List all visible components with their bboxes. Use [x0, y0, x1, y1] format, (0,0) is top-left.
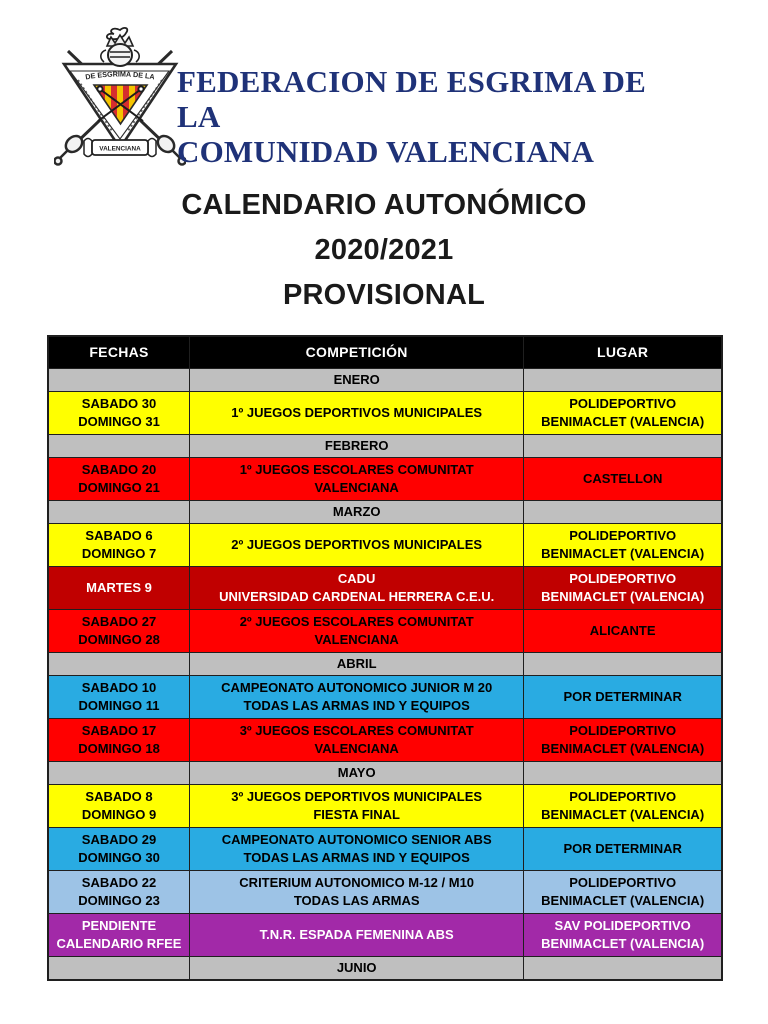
- column-header-lugar: LUGAR: [524, 336, 722, 369]
- logo-scroll-text: VALENCIANA: [99, 145, 141, 153]
- month-label: ENERO: [190, 369, 524, 392]
- month-label: MARZO: [190, 501, 524, 524]
- month-row: [48, 957, 722, 981]
- document-title: [0, 183, 768, 318]
- month-row: [48, 369, 722, 392]
- event-location: POR DETERMINAR: [524, 676, 722, 719]
- event-competition: 3º JUEGOS ESCOLARES COMUNITAT VALENCIANA: [190, 719, 524, 762]
- month-cell-empty: [524, 762, 722, 785]
- event-row: [48, 458, 722, 501]
- column-header-competicion: COMPETICIÓN: [190, 336, 524, 369]
- event-location: POLIDEPORTIVO BENIMACLET (VALENCIA): [524, 719, 722, 762]
- event-competition: CAMPEONATO AUTONOMICO SENIOR ABS TODAS LAS ARMAS IND Y EQUIPOS: [190, 828, 524, 871]
- event-row: [48, 871, 722, 914]
- event-row: [48, 719, 722, 762]
- month-row: [48, 435, 722, 458]
- event-row: [48, 785, 722, 828]
- event-dates: SABADO 17 DOMINGO 18: [48, 719, 190, 762]
- month-cell-empty: [524, 653, 722, 676]
- title-line1: CALENDARIO AUTONÓMICO: [181, 189, 587, 221]
- event-row: [48, 524, 722, 567]
- event-row: [48, 914, 722, 957]
- helmet-crest-icon: [101, 28, 139, 66]
- month-cell-empty: [48, 762, 190, 785]
- event-location: POLIDEPORTIVO BENIMACLET (VALENCIA): [524, 524, 722, 567]
- month-row: [48, 653, 722, 676]
- month-cell-empty: [524, 435, 722, 458]
- event-competition: 1º JUEGOS ESCOLARES COMUNITAT VALENCIANA: [190, 458, 524, 501]
- event-location: POLIDEPORTIVO BENIMACLET (VALENCIA): [524, 871, 722, 914]
- month-label: JUNIO: [190, 957, 524, 981]
- logo-arc-text: DE ESGRIMA DE LA: [84, 69, 156, 82]
- event-dates: SABADO 27 DOMINGO 28: [48, 610, 190, 653]
- federation-crest-logo: [54, 24, 186, 170]
- event-row: [48, 676, 722, 719]
- title-line2: 2020/2021: [314, 234, 454, 266]
- event-row: [48, 828, 722, 871]
- event-location: POLIDEPORTIVO BENIMACLET (VALENCIA): [524, 785, 722, 828]
- event-dates: MARTES 9: [48, 567, 190, 610]
- month-cell-empty: [48, 653, 190, 676]
- event-dates: SABADO 8 DOMINGO 9: [48, 785, 190, 828]
- event-dates: PENDIENTE CALENDARIO RFEE: [48, 914, 190, 957]
- month-cell-empty: [48, 369, 190, 392]
- month-cell-empty: [524, 501, 722, 524]
- month-cell-empty: [48, 957, 190, 981]
- calendar-table: [47, 335, 723, 981]
- event-competition: 2º JUEGOS DEPORTIVOS MUNICIPALES: [190, 524, 524, 567]
- event-dates: SABADO 29 DOMINGO 30: [48, 828, 190, 871]
- event-row: [48, 392, 722, 435]
- month-label: FEBRERO: [190, 435, 524, 458]
- month-row: [48, 762, 722, 785]
- event-competition: CRITERIUM AUTONOMICO M-12 / M10 TODAS LAS ARMAS: [190, 871, 524, 914]
- month-cell-empty: [48, 435, 190, 458]
- month-cell-empty: [524, 957, 722, 981]
- org-name-line2: COMUNIDAD VALENCIANA: [177, 134, 595, 170]
- title-line3: PROVISIONAL: [283, 279, 485, 311]
- event-competition: 1º JUEGOS DEPORTIVOS MUNICIPALES: [190, 392, 524, 435]
- event-location: ALICANTE: [524, 610, 722, 653]
- event-competition: 2º JUEGOS ESCOLARES COMUNITAT VALENCIANA: [190, 610, 524, 653]
- federation-crest-icon: [54, 24, 186, 170]
- month-label: MAYO: [190, 762, 524, 785]
- event-location: POLIDEPORTIVO BENIMACLET (VALENCIA): [524, 392, 722, 435]
- table-header-row: [48, 336, 722, 369]
- event-competition: CAMPEONATO AUTONOMICO JUNIOR M 20 TODAS LAS ARMAS IND Y EQUIPOS: [190, 676, 524, 719]
- event-dates: SABADO 20 DOMINGO 21: [48, 458, 190, 501]
- event-row: [48, 567, 722, 610]
- event-dates: SABADO 10 DOMINGO 11: [48, 676, 190, 719]
- event-competition: 3º JUEGOS DEPORTIVOS MUNICIPALES FIESTA FINAL: [190, 785, 524, 828]
- month-label: ABRIL: [190, 653, 524, 676]
- event-location: CASTELLON: [524, 458, 722, 501]
- org-name: [177, 64, 697, 169]
- event-location: SAV POLIDEPORTIVO BENIMACLET (VALENCIA): [524, 914, 722, 957]
- event-competition: CADU UNIVERSIDAD CARDENAL HERRERA C.E.U.: [190, 567, 524, 610]
- event-dates: SABADO 30 DOMINGO 31: [48, 392, 190, 435]
- event-location: POLIDEPORTIVO BENIMACLET (VALENCIA): [524, 567, 722, 610]
- event-row: [48, 610, 722, 653]
- scroll-banner-icon: [84, 139, 156, 157]
- month-cell-empty: [524, 369, 722, 392]
- month-row: [48, 501, 722, 524]
- event-location: POR DETERMINAR: [524, 828, 722, 871]
- event-competition: T.N.R. ESPADA FEMENINA ABS: [190, 914, 524, 957]
- column-header-fechas: FECHAS: [48, 336, 190, 369]
- month-cell-empty: [48, 501, 190, 524]
- org-name-line1: FEDERACION DE ESGRIMA DE LA: [177, 64, 646, 135]
- calendar-table-body: [48, 369, 722, 981]
- event-dates: SABADO 22 DOMINGO 23: [48, 871, 190, 914]
- event-dates: SABADO 6 DOMINGO 7: [48, 524, 190, 567]
